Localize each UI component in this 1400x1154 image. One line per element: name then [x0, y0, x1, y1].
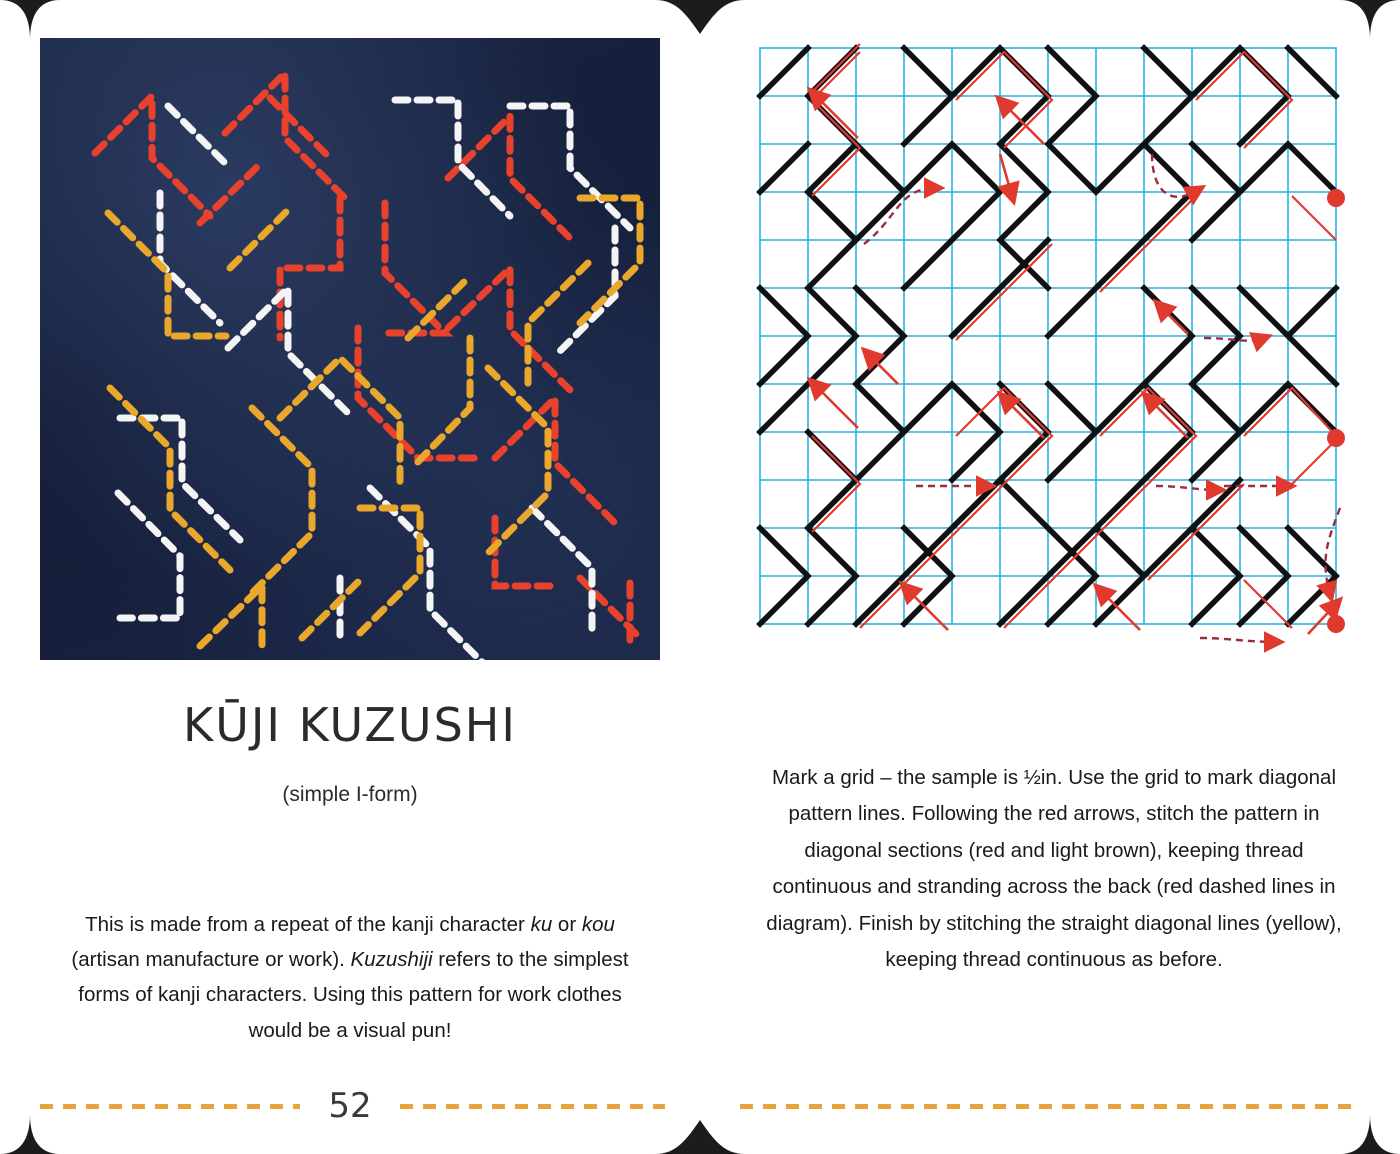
footer-rule-left [40, 1104, 300, 1109]
description-italic-kuzushiji: Kuzushiji [350, 948, 433, 972]
page-title: KŪJI KUZUSHI [183, 698, 517, 752]
footer-rule-center [400, 1104, 665, 1109]
description-part-1: This is made from a repeat of the kanji character [85, 912, 531, 936]
description-part-4: refers to the simplest forms of kanji characters. Using this pattern for work clothes would be a visual pun! [78, 948, 629, 1042]
page-footer [0, 1086, 1400, 1126]
pattern-description [40, 907, 660, 1048]
description-part-2: or [552, 912, 582, 936]
page-subtitle: (simple I-form) [282, 782, 418, 806]
stitching-instructions: Mark a grid – the sample is ½in. Use the grid to mark diagonal pattern lines. Following the red arrows, stitch the pattern in diagonal sections (red and light brown), keeping thread continuous and stranding across the back (red dashed lines in diagram). Finish by stitching the straight diagonal lines (yellow), keeping thread continuous as before. [766, 766, 1342, 972]
description-italic-ku: ku [530, 912, 553, 936]
spine-ornament-top [655, 0, 745, 34]
right-column [748, 38, 1360, 999]
page-number: 52 [328, 1086, 372, 1126]
description-part-3: (artisan manufacture or work). [71, 948, 351, 972]
pattern-diagram [748, 38, 1348, 660]
corner-ornament-top-left [0, 0, 60, 40]
stitch-overlay [40, 38, 660, 660]
sashiko-photo [40, 38, 660, 660]
footer-rule-right [740, 1104, 1360, 1109]
description-italic-kou: kou [581, 912, 615, 936]
left-column [40, 38, 660, 1068]
corner-ornament-top-right [1340, 0, 1400, 40]
